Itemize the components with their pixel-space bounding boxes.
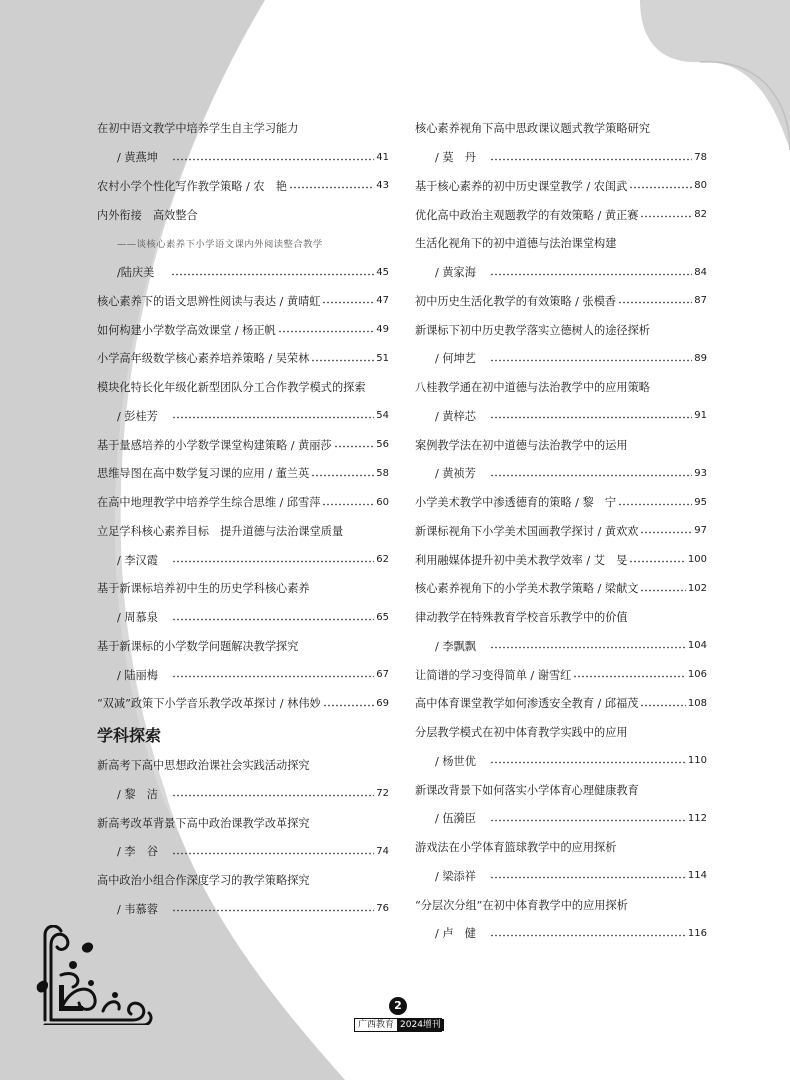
entry-page-number: 110 <box>687 755 707 767</box>
entry-page-number: 72 <box>376 788 389 800</box>
dot-leader <box>490 934 686 937</box>
dot-leader <box>172 158 374 161</box>
dot-leader <box>490 819 686 822</box>
dot-leader <box>323 704 375 707</box>
entry-page-number: 100 <box>687 554 707 566</box>
toc-entry[interactable] <box>97 488 389 517</box>
entry-page-number: 43 <box>376 180 389 192</box>
entry-page-number: 106 <box>687 669 707 681</box>
entry-title: 优化高中政治主观题教学的有效策略 / 黄正赛 <box>415 208 639 222</box>
entry-page-number: 108 <box>687 697 707 709</box>
entry-author: / 梁添祥 <box>435 869 476 883</box>
toc-left-column <box>97 114 389 923</box>
entry-author: / 韦慕蓉 <box>117 902 158 916</box>
dot-leader <box>490 359 692 362</box>
dot-leader <box>629 560 686 563</box>
entry-author: / 莫 丹 <box>435 151 476 165</box>
dot-leader <box>322 503 374 506</box>
entry-page-number: 41 <box>376 151 389 163</box>
entry-page-number: 95 <box>694 496 707 508</box>
section-heading: 学科探索 <box>97 725 162 745</box>
entry-page-number: 69 <box>376 697 389 709</box>
entry-title: 利用融媒体提升初中美术教学效率 / 艾 旻 <box>415 553 628 567</box>
toc-entry-author-line[interactable] <box>97 402 389 431</box>
dot-leader <box>490 416 692 419</box>
toc-entry-author-line[interactable] <box>97 660 389 689</box>
entry-page-number: 51 <box>376 352 389 364</box>
entry-title: “分层次分组”在初中体育教学中的应用探析 <box>415 898 628 912</box>
dot-leader <box>640 215 692 218</box>
corner-ornament-icon <box>33 925 153 1025</box>
toc-entry-author-line[interactable] <box>415 143 707 172</box>
entry-page-number: 87 <box>694 295 707 307</box>
entry-author: / 黄祯芳 <box>435 467 476 481</box>
entry-page-number: 58 <box>376 467 389 479</box>
toc-entry[interactable] <box>97 430 389 459</box>
entry-page-number: 93 <box>694 467 707 479</box>
entry-page-number: 78 <box>694 151 707 163</box>
toc-entry-title[interactable] <box>415 718 707 747</box>
dot-leader <box>171 273 374 276</box>
entry-page-number: 54 <box>376 410 389 422</box>
toc-entry[interactable] <box>415 200 707 229</box>
toc-entry-author-line[interactable] <box>415 344 707 373</box>
entry-page-number: 56 <box>376 439 389 451</box>
toc-entry[interactable] <box>415 660 707 689</box>
entry-title: 八桂教学通在初中道德与法治教学中的应用策略 <box>415 381 650 395</box>
entry-title: 核心素养下的语文思辨性阅读与表达 / 黄晴虹 <box>97 294 321 308</box>
toc-entry-title[interactable] <box>97 808 389 837</box>
entry-author: / 何坤艺 <box>435 352 476 366</box>
toc-entry[interactable] <box>97 287 389 316</box>
dot-leader <box>618 503 692 506</box>
dot-leader <box>573 675 686 678</box>
entry-title: 核心素养视角下高中思政课议题式教学策略研究 <box>415 122 650 136</box>
entry-author: / 李汉霞 <box>117 553 158 567</box>
dot-leader <box>490 876 686 879</box>
toc-right-column <box>415 114 707 948</box>
dot-leader <box>334 445 375 448</box>
entry-title: 初中历史生活化教学的有效策略 / 张模香 <box>415 294 617 308</box>
toc-entry-title[interactable] <box>415 890 707 919</box>
dot-leader <box>278 330 375 333</box>
entry-title: 基于新课标的小学数学问题解决教学探究 <box>97 639 299 653</box>
entry-page-number: 74 <box>376 845 389 857</box>
entry-title: 律动教学在特殊教育学校音乐教学中的价值 <box>415 611 628 625</box>
toc-entry-title[interactable] <box>97 632 389 661</box>
entry-page-number: 45 <box>376 266 389 278</box>
journal-issue: 2024增刊 <box>397 1019 444 1031</box>
entry-title: 让简谱的学习变得简单 / 谢雪红 <box>415 668 572 682</box>
dot-leader <box>490 158 692 161</box>
toc-entry-author-line[interactable] <box>97 780 389 809</box>
entry-author: /陆庆美 <box>117 266 155 280</box>
entry-title: 农村小学个性化写作教学策略 / 农 艳 <box>97 179 287 193</box>
entry-title: 小学美术教学中渗透德育的策略 / 黎 宁 <box>415 496 617 510</box>
toc-entry-title[interactable] <box>415 114 707 143</box>
entry-page-number: 49 <box>376 324 389 336</box>
toc-entry-author-line[interactable] <box>97 143 389 172</box>
entry-author: / 黄燕坤 <box>117 151 158 165</box>
toc-entry-author-line[interactable] <box>415 632 707 661</box>
entry-title: 基于新课标培养初中生的历史学科核心素养 <box>97 582 310 596</box>
entry-title: 模块化特长化年级化新型团队分工合作教学模式的探索 <box>97 381 366 395</box>
dot-leader <box>311 359 374 362</box>
entry-title: 生活化视角下的初中道德与法治课堂构建 <box>415 237 617 251</box>
entry-page-number: 112 <box>687 812 707 824</box>
toc-entry-author-line[interactable] <box>415 747 707 776</box>
toc-entry-title[interactable] <box>97 114 389 143</box>
toc-entry[interactable] <box>415 545 707 574</box>
entry-page-number: 114 <box>687 870 707 882</box>
entry-title: 新课改背景下如何落实小学体育心理健康教育 <box>415 783 639 797</box>
page-footer <box>354 994 442 1032</box>
toc-entry-title[interactable] <box>415 833 707 862</box>
toc-entry-author-line[interactable] <box>415 459 707 488</box>
toc-entry-author-line[interactable] <box>415 804 707 833</box>
entry-page-number: 97 <box>694 525 707 537</box>
entry-page-number: 80 <box>694 180 707 192</box>
entry-page-number: 102 <box>687 582 707 594</box>
entry-author: / 伍漪臣 <box>435 812 476 826</box>
entry-title: “双减”政策下小学音乐教学改革探讨 / 林伟妙 <box>97 697 321 711</box>
page-number: 2 <box>389 997 407 1015</box>
entry-title: 内外衔接 高效整合 <box>97 208 198 222</box>
toc-entry-title[interactable] <box>97 751 389 780</box>
journal-banner <box>354 1018 442 1032</box>
dot-leader <box>172 794 374 797</box>
toc-entry-title[interactable] <box>415 775 707 804</box>
dot-leader <box>172 852 374 855</box>
dot-leader <box>618 301 692 304</box>
entry-author: / 李飘飘 <box>435 639 476 653</box>
toc-entry[interactable] <box>415 517 707 546</box>
dot-leader <box>322 301 374 304</box>
dot-leader <box>490 273 692 276</box>
entry-page-number: 47 <box>376 295 389 307</box>
toc-entry-author-line[interactable] <box>97 258 389 287</box>
dot-leader <box>172 560 374 563</box>
entry-page-number: 65 <box>376 611 389 623</box>
entry-title: 新课标下初中历史教学落实立德树人的途径探析 <box>415 323 650 337</box>
toc-entry[interactable] <box>415 488 707 517</box>
dot-leader <box>640 589 685 592</box>
entry-page-number: 60 <box>376 496 389 508</box>
toc-entry[interactable] <box>97 172 389 201</box>
dot-leader <box>172 416 374 419</box>
toc-entry-title[interactable] <box>97 574 389 603</box>
entry-author: / 黎 洁 <box>117 787 158 801</box>
entry-author: / 周慕泉 <box>117 611 158 625</box>
toc-entry[interactable] <box>97 689 389 718</box>
dot-leader <box>490 646 686 649</box>
toc-entry[interactable] <box>97 344 389 373</box>
toc-entry-title[interactable] <box>97 373 389 402</box>
toc-entry-author-line[interactable] <box>97 837 389 866</box>
toc-entry-title[interactable] <box>415 373 707 402</box>
toc-entry-title[interactable] <box>97 517 389 546</box>
entry-title: 新课标视角下小学美术国画教学探讨 / 黄欢欢 <box>415 524 639 538</box>
entry-title: 新高考下高中思想政治课社会实践活动探究 <box>97 759 310 773</box>
toc-entry-author-line[interactable] <box>97 895 389 924</box>
entry-page-number: 82 <box>694 209 707 221</box>
dot-leader <box>629 186 692 189</box>
toc-entry[interactable] <box>415 689 707 718</box>
toc-entry-title[interactable] <box>97 200 389 229</box>
toc-entry-title[interactable] <box>415 229 707 258</box>
toc-entry-author-line[interactable] <box>415 919 707 948</box>
dot-leader <box>311 474 374 477</box>
entry-title: 立足学科核心素养目标 提升道德与法治课堂质量 <box>97 524 344 538</box>
entry-page-number: 116 <box>687 927 707 939</box>
entry-author: / 卢 健 <box>435 927 476 941</box>
toc-entry-title[interactable] <box>415 603 707 632</box>
toc-entry-author-line[interactable] <box>97 545 389 574</box>
entry-author: / 彭桂芳 <box>117 409 158 423</box>
entry-author: / 杨世优 <box>435 754 476 768</box>
toc-entry[interactable] <box>415 172 707 201</box>
entry-title: 思维导图在高中数学复习课的应用 / 董兰英 <box>97 467 310 481</box>
entry-title: 如何构建小学数学高效课堂 / 杨正帆 <box>97 323 276 337</box>
entry-page-number: 76 <box>376 903 389 915</box>
entry-author: / 陆丽梅 <box>117 668 158 682</box>
entry-title: 高中政治小组合作深度学习的教学策略探究 <box>97 874 310 888</box>
entry-author: / 李 谷 <box>117 845 158 859</box>
toc-entry-title[interactable] <box>97 866 389 895</box>
dot-leader <box>172 618 374 621</box>
toc-entry[interactable] <box>415 574 707 603</box>
entry-page-number: 91 <box>694 410 707 422</box>
dot-leader <box>490 761 686 764</box>
entry-subtitle: ——谈核心素养下小学语文课内外阅读整合教学 <box>117 239 323 251</box>
entry-page-number: 104 <box>687 640 707 652</box>
dot-leader <box>289 186 374 189</box>
toc-entry-author-line[interactable] <box>415 258 707 287</box>
dot-leader <box>172 909 374 912</box>
entry-page-number: 67 <box>376 669 389 681</box>
entry-title: 案例教学法在初中道德与法治教学中的运用 <box>415 438 628 452</box>
toc-entry[interactable] <box>415 287 707 316</box>
entry-title: 在初中语文教学中培养学生自主学习能力 <box>97 122 299 136</box>
toc-entry[interactable] <box>97 459 389 488</box>
entry-title: 游戏法在小学体育篮球教学中的应用探析 <box>415 841 617 855</box>
dot-leader <box>640 704 685 707</box>
entry-page-number: 84 <box>694 266 707 278</box>
toc-entry[interactable] <box>97 315 389 344</box>
entry-title: 新高考改革背景下高中政治课教学改革探究 <box>97 816 310 830</box>
entry-page-number: 62 <box>376 554 389 566</box>
toc-entry-author-line[interactable] <box>415 862 707 891</box>
entry-title: 基于量感培养的小学数学课堂构建策略 / 黄丽莎 <box>97 438 332 452</box>
entry-title: 小学高年级数学核心素养培养策略 / 吴荣林 <box>97 352 310 366</box>
entry-title: 分层教学模式在初中体育教学实践中的应用 <box>415 726 628 740</box>
entry-author: / 黄梓芯 <box>435 409 476 423</box>
entry-author: / 黄家海 <box>435 266 476 280</box>
toc-entry-author-line[interactable] <box>415 402 707 431</box>
toc-entry-title[interactable] <box>415 315 707 344</box>
toc-entry-title[interactable] <box>415 430 707 459</box>
dot-leader <box>490 474 692 477</box>
entry-page-number: 89 <box>694 352 707 364</box>
dot-leader <box>640 531 692 534</box>
entry-title: 核心素养视角下的小学美术教学策略 / 梁献文 <box>415 582 639 596</box>
entry-title: 高中体育课堂教学如何渗透安全教育 / 邱福茂 <box>415 697 639 711</box>
journal-name: 广西教育 <box>355 1019 397 1031</box>
toc-entry-author-line[interactable] <box>97 603 389 632</box>
entry-title: 基于核心素养的初中历史课堂教学 / 农闺武 <box>415 179 628 193</box>
entry-title: 在高中地理教学中培养学生综合思维 / 邱雪萍 <box>97 496 321 510</box>
dot-leader <box>172 675 374 678</box>
